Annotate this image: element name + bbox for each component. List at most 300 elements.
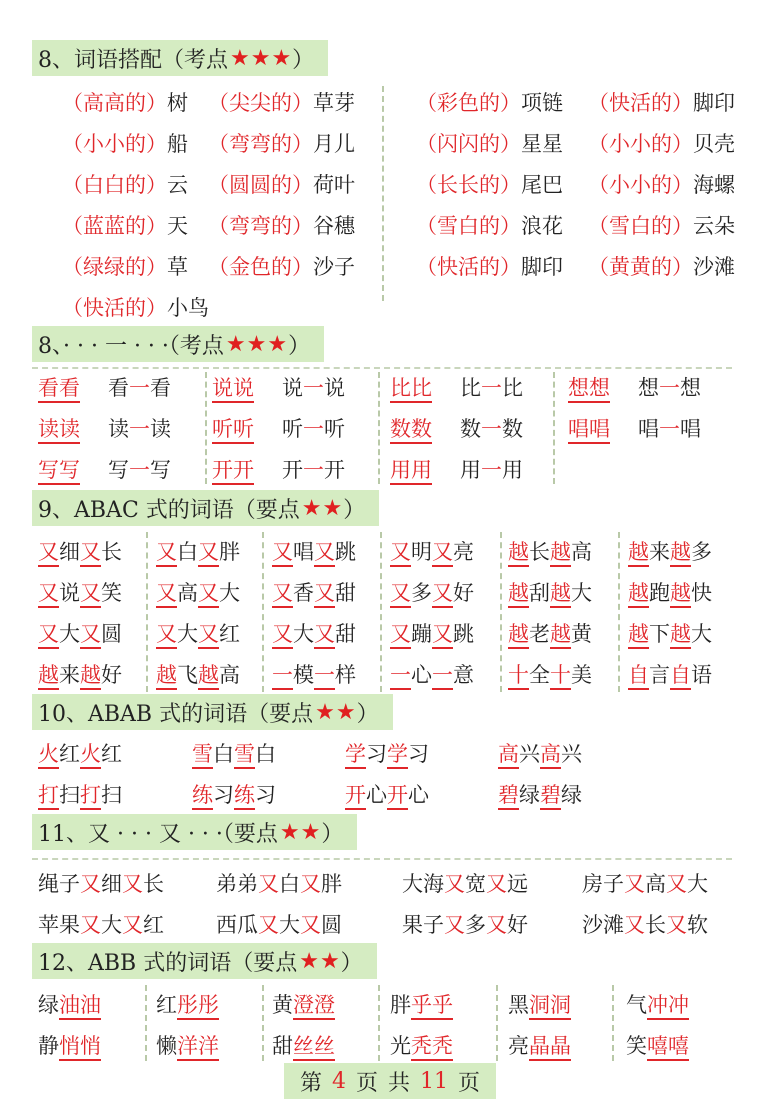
footer-text: 第 (299, 1070, 322, 1096)
column-divider (382, 86, 384, 301)
adjective-answer: （快活的） (588, 91, 693, 115)
repeated-char: 又 (314, 581, 335, 608)
you-char: 又 (486, 872, 507, 896)
reduplicated-suffix: 丝丝 (293, 1034, 335, 1061)
repeated-char: 自 (670, 663, 691, 690)
yi-char: 一 (481, 417, 502, 441)
column-divider (500, 532, 502, 692)
you-char: 又 (444, 913, 465, 937)
noun: 荷叶 (313, 173, 355, 197)
abac-word (272, 577, 356, 607)
varying-char: 意 (453, 663, 474, 687)
varying-char: 好 (101, 663, 122, 687)
varying-char: 大 (219, 581, 240, 605)
varying-char: 习 (213, 783, 234, 807)
abac-word (156, 618, 240, 648)
adjective: 多 (465, 913, 486, 937)
varying-char: 语 (691, 663, 712, 687)
repeated-char: 又 (80, 540, 101, 567)
varying-char: 红 (59, 742, 80, 766)
noun: 树 (167, 91, 188, 115)
adjective-answer: （小小的） (62, 132, 167, 156)
base-char: 懒 (156, 1034, 177, 1058)
repeated-char: 一 (432, 663, 453, 690)
you-char: 又 (624, 913, 645, 937)
repeated-char: 又 (432, 581, 453, 608)
adjective-answer: （彩色的） (416, 91, 521, 115)
adjective-answer: （弯弯的） (208, 132, 313, 156)
collocation-item (588, 128, 735, 158)
abb-word (508, 989, 571, 1019)
verb-char: 比 (502, 376, 523, 400)
subject: 房子 (582, 872, 624, 896)
you-char: 又 (258, 913, 279, 937)
abab-word (38, 738, 122, 768)
noun: 尾巴 (521, 173, 563, 197)
repeated-char: 又 (390, 581, 411, 608)
abac-word (628, 659, 712, 689)
adjective-answer: （快活的） (62, 296, 167, 320)
varying-char: 快 (691, 581, 712, 605)
varying-char: 跳 (453, 622, 474, 646)
column-divider (618, 532, 620, 692)
abab-word (345, 738, 429, 768)
yi-char: 一 (303, 417, 324, 441)
noun: 月儿 (313, 132, 355, 156)
adjective: 高 (645, 872, 666, 896)
varying-char: 下 (649, 622, 670, 646)
adjective-answer: （蓝蓝的） (62, 214, 167, 238)
abac-word (38, 659, 122, 689)
varying-char: 飞 (177, 663, 198, 687)
reduplicated-suffix: 乎乎 (411, 993, 453, 1020)
repeated-char: 又 (432, 622, 453, 649)
section-header-collocation (32, 40, 328, 76)
abac-word (628, 536, 712, 566)
reduplicated-word (390, 454, 432, 484)
repeated-char: 又 (272, 622, 293, 649)
bracket: ） (340, 950, 363, 976)
varying-char: 大 (571, 581, 592, 605)
adjective-answer: （快活的） (416, 255, 521, 279)
repeated-char: 火 (38, 742, 59, 769)
reduplicated-word (38, 372, 80, 402)
collocation-item (588, 251, 735, 281)
yi-char: 一 (129, 376, 150, 400)
repeated-char: 又 (38, 581, 59, 608)
row-divider (32, 858, 732, 860)
abab-word (498, 779, 582, 809)
varying-char: 高 (219, 663, 240, 687)
yi-char: 一 (129, 417, 150, 441)
reduplicated-word-text: 说说 (212, 376, 254, 403)
repeated-char: 打 (38, 783, 59, 810)
adjective-answer: （尖尖的） (208, 91, 313, 115)
repeated-char: 越 (508, 622, 529, 649)
repeated-char: 越 (508, 540, 529, 567)
you-char: 又 (122, 913, 143, 937)
collocation-item (208, 251, 355, 281)
abac-word (628, 577, 712, 607)
column-divider (378, 372, 380, 484)
noun: 项链 (521, 91, 563, 115)
yi-char: 一 (303, 376, 324, 400)
repeated-char: 碧 (498, 783, 519, 810)
abb-word (390, 989, 453, 1019)
abab-word (38, 779, 122, 809)
repeated-char: 雪 (192, 742, 213, 769)
varying-char: 来 (59, 663, 80, 687)
varying-char: 高 (177, 581, 198, 605)
varying-char: 大 (177, 622, 198, 646)
adjective: 长 (645, 913, 666, 937)
reduplicated-suffix: 洋洋 (177, 1034, 219, 1061)
collocation-item (416, 251, 563, 281)
varying-char: 美 (571, 663, 592, 687)
verb-char: 比 (460, 376, 481, 400)
base-char: 亮 (508, 1034, 529, 1058)
reduplicated-suffix: 晶晶 (529, 1034, 571, 1061)
verb-char: 唱 (680, 417, 701, 441)
repeated-char: 越 (670, 622, 691, 649)
yi-char: 一 (481, 376, 502, 400)
abac-word (390, 659, 474, 689)
adjective: 长 (143, 872, 164, 896)
repeated-char: 十 (508, 663, 529, 690)
varying-char: 老 (529, 622, 550, 646)
varying-char: 白 (213, 742, 234, 766)
varying-char: 心 (411, 663, 432, 687)
repeated-char: 又 (38, 540, 59, 567)
reduplicated-word-text: 数数 (390, 417, 432, 444)
varying-char: 好 (453, 581, 474, 605)
abab-word (192, 738, 276, 768)
collocation-item (416, 87, 563, 117)
collocation-item (62, 292, 209, 322)
verb-char: 数 (502, 417, 523, 441)
adjective-answer: （圆圆的） (208, 173, 313, 197)
noun: 云朵 (693, 214, 735, 238)
reduplicated-suffix: 悄悄 (59, 1034, 101, 1061)
verb-char: 想 (638, 376, 659, 400)
reduplicated-suffix: 油油 (59, 993, 101, 1020)
reduplicated-suffix: 秃秃 (411, 1034, 453, 1061)
repeated-char: 又 (80, 622, 101, 649)
repeated-char: 碧 (540, 783, 561, 810)
varying-char: 刮 (529, 581, 550, 605)
column-divider (146, 532, 148, 692)
abac-word (508, 659, 592, 689)
repeated-char: 越 (198, 663, 219, 690)
footer-text: 共 (388, 1070, 411, 1096)
varying-char: 兴 (519, 742, 540, 766)
section-title: 8、· · · 一 · · ·（考点 (38, 333, 224, 359)
varying-char: 习 (255, 783, 276, 807)
verb-char: 看 (108, 376, 129, 400)
yi-char: 一 (481, 458, 502, 482)
abac-word (508, 577, 592, 607)
varying-char: 细 (59, 540, 80, 564)
varying-char: 笑 (101, 581, 122, 605)
repeated-char: 又 (156, 540, 177, 567)
noun: 云 (167, 173, 188, 197)
varying-char: 蹦 (411, 622, 432, 646)
star-rating: ★★ (301, 495, 344, 521)
repeated-char: 练 (234, 783, 255, 810)
collocation-item (208, 128, 355, 158)
subject: 西瓜 (216, 913, 258, 937)
varying-char: 来 (649, 540, 670, 564)
varying-char: 亮 (453, 540, 474, 564)
abab-word (345, 779, 429, 809)
repeated-char: 一 (272, 663, 293, 690)
repeated-char: 火 (80, 742, 101, 769)
section-header-yi (32, 326, 324, 362)
you-you-phrase (582, 909, 708, 939)
section-title: 8、词语搭配（考点 (38, 47, 228, 73)
reduplicated-suffix: 洞洞 (529, 993, 571, 1020)
base-char: 红 (156, 993, 177, 1017)
row-divider (32, 367, 732, 369)
you-char: 又 (444, 872, 465, 896)
abac-word (156, 659, 240, 689)
varying-char: 白 (177, 540, 198, 564)
repeated-char: 又 (156, 622, 177, 649)
varying-char: 说 (59, 581, 80, 605)
reduplicated-suffix: 冲冲 (647, 993, 689, 1020)
section-header-you (32, 814, 357, 850)
repeated-char: 越 (628, 540, 649, 567)
repeated-char: 又 (314, 540, 335, 567)
repeated-char: 学 (387, 742, 408, 769)
column-divider (378, 985, 380, 1061)
repeated-char: 越 (550, 581, 571, 608)
adjective-answer: （白白的） (62, 173, 167, 197)
repeated-char: 学 (345, 742, 366, 769)
repeated-char: 又 (314, 622, 335, 649)
bracket: ） (292, 47, 315, 73)
abb-word (38, 989, 101, 1019)
abb-word (272, 989, 335, 1019)
verb-char: 写 (150, 458, 171, 482)
abac-word (38, 536, 122, 566)
noun: 海螺 (693, 173, 735, 197)
bracket: ） (343, 497, 366, 523)
bracket: ） (356, 701, 379, 727)
collocation-item (208, 169, 355, 199)
repeated-char: 又 (38, 622, 59, 649)
repeated-char: 又 (198, 581, 219, 608)
abac-word (38, 618, 122, 648)
column-divider (262, 532, 264, 692)
varying-char: 跑 (649, 581, 670, 605)
base-char: 胖 (390, 993, 411, 1017)
you-you-phrase (402, 909, 528, 939)
verb-char: 开 (324, 458, 345, 482)
verb-char: 数 (460, 417, 481, 441)
you-char: 又 (486, 913, 507, 937)
varying-char: 绿 (561, 783, 582, 807)
reduplicated-word-text: 听听 (212, 417, 254, 444)
repeated-char: 越 (670, 540, 691, 567)
verb-char: 说 (282, 376, 303, 400)
varying-char: 长 (529, 540, 550, 564)
you-you-phrase (38, 909, 164, 939)
reduplicated-word (568, 372, 610, 402)
abac-word (390, 577, 474, 607)
adjective-answer: （闪闪的） (416, 132, 521, 156)
base-char: 黑 (508, 993, 529, 1017)
repeated-char: 越 (628, 622, 649, 649)
you-char: 又 (122, 872, 143, 896)
varying-char: 全 (529, 663, 550, 687)
varying-char: 红 (101, 742, 122, 766)
total-pages-number: 11 (420, 1068, 449, 1094)
current-page-number: 4 (331, 1068, 346, 1094)
noun: 谷穗 (313, 214, 355, 238)
repeated-char: 越 (628, 581, 649, 608)
yi-char: 一 (303, 458, 324, 482)
subject: 弟弟 (216, 872, 258, 896)
verb-char: 读 (108, 417, 129, 441)
verb-char: 听 (282, 417, 303, 441)
abb-word (626, 989, 689, 1019)
a-yi-a-word (108, 372, 171, 402)
reduplicated-word-text: 想想 (568, 376, 610, 403)
base-char: 黄 (272, 993, 293, 1017)
varying-char: 明 (411, 540, 432, 564)
varying-char: 多 (411, 581, 432, 605)
a-yi-a-word (460, 413, 523, 443)
column-divider (205, 372, 207, 484)
abac-word (272, 536, 356, 566)
reduplicated-word (568, 413, 610, 443)
adjective: 红 (143, 913, 164, 937)
reduplicated-word (390, 372, 432, 402)
abac-word (508, 536, 592, 566)
a-yi-a-word (460, 454, 523, 484)
footer-text: 页 (355, 1070, 378, 1096)
you-you-phrase (402, 868, 528, 898)
adjective: 远 (507, 872, 528, 896)
abac-word (38, 577, 122, 607)
adjective: 软 (687, 913, 708, 937)
star-rating: ★★ (299, 948, 341, 974)
varying-char: 大 (59, 622, 80, 646)
abac-word (156, 577, 240, 607)
reduplicated-word-text: 唱唱 (568, 417, 610, 444)
you-you-phrase (38, 868, 164, 898)
repeated-char: 又 (80, 581, 101, 608)
varying-char: 习 (408, 742, 429, 766)
a-yi-a-word (638, 372, 701, 402)
collocation-item (208, 210, 355, 240)
varying-char: 圆 (101, 622, 122, 646)
you-you-phrase (216, 909, 342, 939)
varying-char: 模 (293, 663, 314, 687)
repeated-char: 高 (498, 742, 519, 769)
reduplicated-word (212, 372, 254, 402)
reduplicated-word (212, 413, 254, 443)
collocation-item (416, 210, 563, 240)
varying-char: 长 (101, 540, 122, 564)
collocation-item (416, 128, 563, 158)
column-divider (145, 985, 147, 1061)
varying-char: 扫 (101, 783, 122, 807)
a-yi-a-word (282, 372, 345, 402)
reduplicated-word-text: 看看 (38, 376, 80, 403)
reduplicated-suffix: 澄澄 (293, 993, 335, 1020)
subject: 绳子 (38, 872, 80, 896)
footer-text: 页 (458, 1070, 481, 1096)
column-divider (262, 985, 264, 1061)
repeated-char: 十 (550, 663, 571, 690)
varying-char: 甜 (335, 581, 356, 605)
column-divider (380, 532, 382, 692)
reduplicated-word (212, 454, 254, 484)
noun: 星星 (521, 132, 563, 156)
abb-word (156, 1030, 219, 1060)
section-header-abb (32, 943, 377, 979)
abac-word (156, 536, 240, 566)
varying-char: 心 (408, 783, 429, 807)
noun: 沙子 (313, 255, 355, 279)
abab-word (498, 738, 582, 768)
bracket: ） (288, 333, 311, 359)
a-yi-a-word (108, 454, 171, 484)
abb-word (272, 1030, 335, 1060)
adjective: 好 (507, 913, 528, 937)
reduplicated-word (38, 413, 80, 443)
collocation-item (416, 169, 563, 199)
repeated-char: 一 (390, 663, 411, 690)
reduplicated-word-text: 开开 (212, 458, 254, 485)
collocation-item (62, 251, 188, 281)
abb-word (156, 989, 219, 1019)
reduplicated-word (38, 454, 80, 484)
varying-char: 高 (571, 540, 592, 564)
adjective-answer: （小小的） (588, 173, 693, 197)
abb-word (508, 1030, 571, 1060)
repeated-char: 开 (345, 783, 366, 810)
verb-char: 想 (680, 376, 701, 400)
noun: 小鸟 (167, 296, 209, 320)
adjective-answer: （长长的） (416, 173, 521, 197)
repeated-char: 自 (628, 663, 649, 690)
you-char: 又 (666, 913, 687, 937)
repeated-char: 又 (432, 540, 453, 567)
a-yi-a-word (108, 413, 171, 443)
repeated-char: 开 (387, 783, 408, 810)
page-indicator (284, 1063, 496, 1099)
you-you-phrase (216, 868, 342, 898)
repeated-char: 练 (192, 783, 213, 810)
abb-word (38, 1030, 101, 1060)
varying-char: 大 (293, 622, 314, 646)
section-header-abab (32, 694, 393, 730)
repeated-char: 又 (272, 540, 293, 567)
verb-char: 唱 (638, 417, 659, 441)
adjective: 大 (101, 913, 122, 937)
repeated-char: 越 (550, 622, 571, 649)
collocation-item (588, 87, 735, 117)
adjective-answer: （金色的） (208, 255, 313, 279)
star-rating: ★★ (279, 819, 322, 845)
varying-char: 红 (219, 622, 240, 646)
a-yi-a-word (638, 413, 701, 443)
noun: 贝壳 (693, 132, 735, 156)
varying-char: 跳 (335, 540, 356, 564)
